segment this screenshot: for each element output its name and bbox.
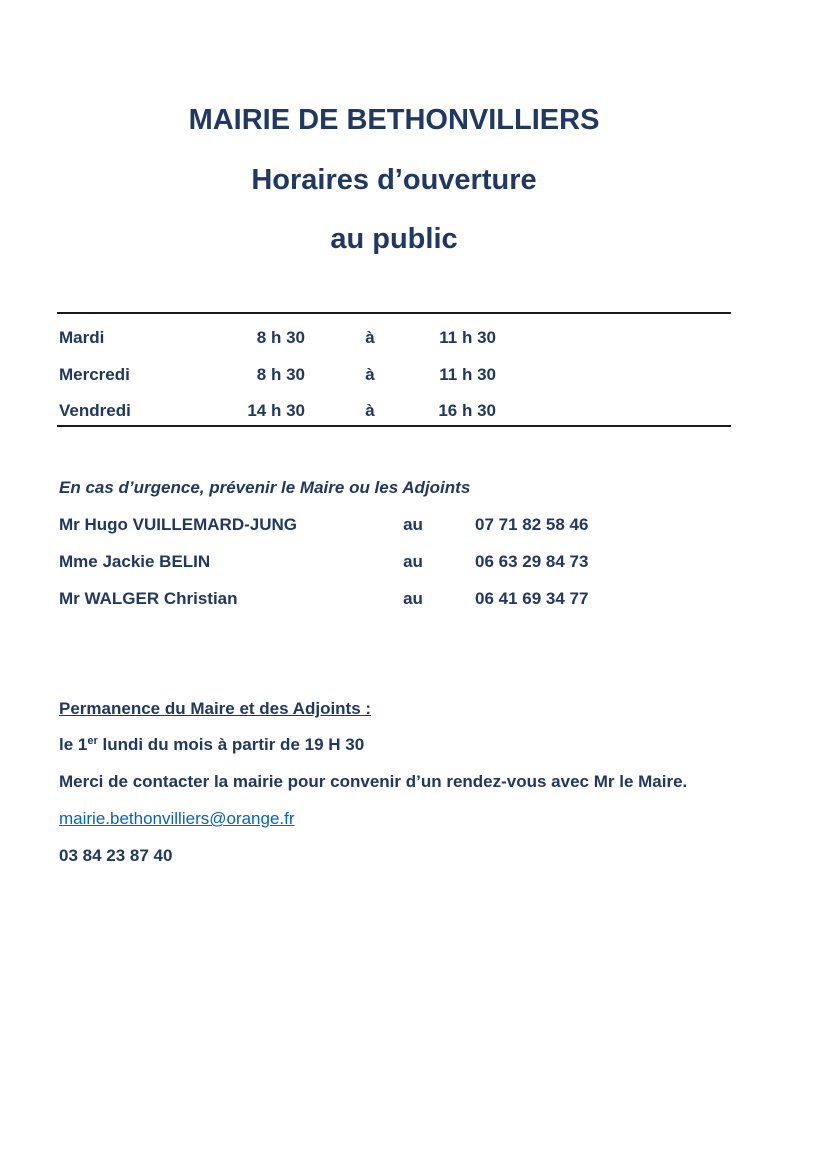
schedule-day: Vendredi <box>59 401 131 420</box>
schedule-end: 16 h 30 <box>438 401 496 420</box>
emergency-intro: En cas d’urgence, prévenir le Maire ou les Adjoints <box>59 478 471 497</box>
permanence-contact-note: Merci de contacter la mairie pour convenir d’un rendez-vous avec Mr le Maire. <box>59 772 688 791</box>
page-subtitle-2: au public <box>330 223 458 255</box>
page-title: MAIRIE DE BETHONVILLIERS <box>188 104 600 136</box>
contact-name: Mme Jackie BELIN <box>59 552 211 571</box>
email-line <box>59 809 295 829</box>
contact-au: au <box>403 589 423 608</box>
schedule-start: 8 h 30 <box>256 328 305 347</box>
contact-phone: 07 71 82 58 46 <box>475 515 589 534</box>
contact-au: au <box>403 552 423 571</box>
mairie-phone: 03 84 23 87 40 <box>59 846 173 865</box>
permanence-schedule-prefix: le 1 <box>59 735 88 754</box>
page-subtitle: Horaires d’ouverture <box>251 164 537 196</box>
email-link[interactable]: mairie.bethonvilliers@orange.fr <box>59 809 295 828</box>
permanence-schedule-ordinal: er <box>87 735 98 747</box>
contact-au: au <box>403 515 423 534</box>
contact-name: Mr Hugo VUILLEMARD-JUNG <box>59 515 297 534</box>
schedule-separator: à <box>365 365 375 384</box>
contact-phone: 06 41 69 34 77 <box>475 589 589 608</box>
schedule-end: 11 h 30 <box>439 328 496 347</box>
schedule-separator: à <box>365 401 375 420</box>
schedule-end: 11 h 30 <box>439 365 496 384</box>
contact-name: Mr WALGER Christian <box>59 589 238 608</box>
schedule-day: Mercredi <box>59 365 130 384</box>
schedule-top-rule <box>57 312 731 314</box>
permanence-schedule-suffix: lundi du mois à partir de 19 H 30 <box>97 735 365 754</box>
schedule-start: 14 h 30 <box>247 401 305 420</box>
schedule-start: 8 h 30 <box>256 365 305 384</box>
schedule-day: Mardi <box>59 328 105 347</box>
permanence-schedule <box>59 735 364 755</box>
schedule-separator: à <box>365 328 375 347</box>
schedule-bottom-rule <box>57 425 731 427</box>
contact-phone: 06 63 29 84 73 <box>475 552 589 571</box>
permanence-heading: Permanence du Maire et des Adjoints : <box>59 699 372 718</box>
